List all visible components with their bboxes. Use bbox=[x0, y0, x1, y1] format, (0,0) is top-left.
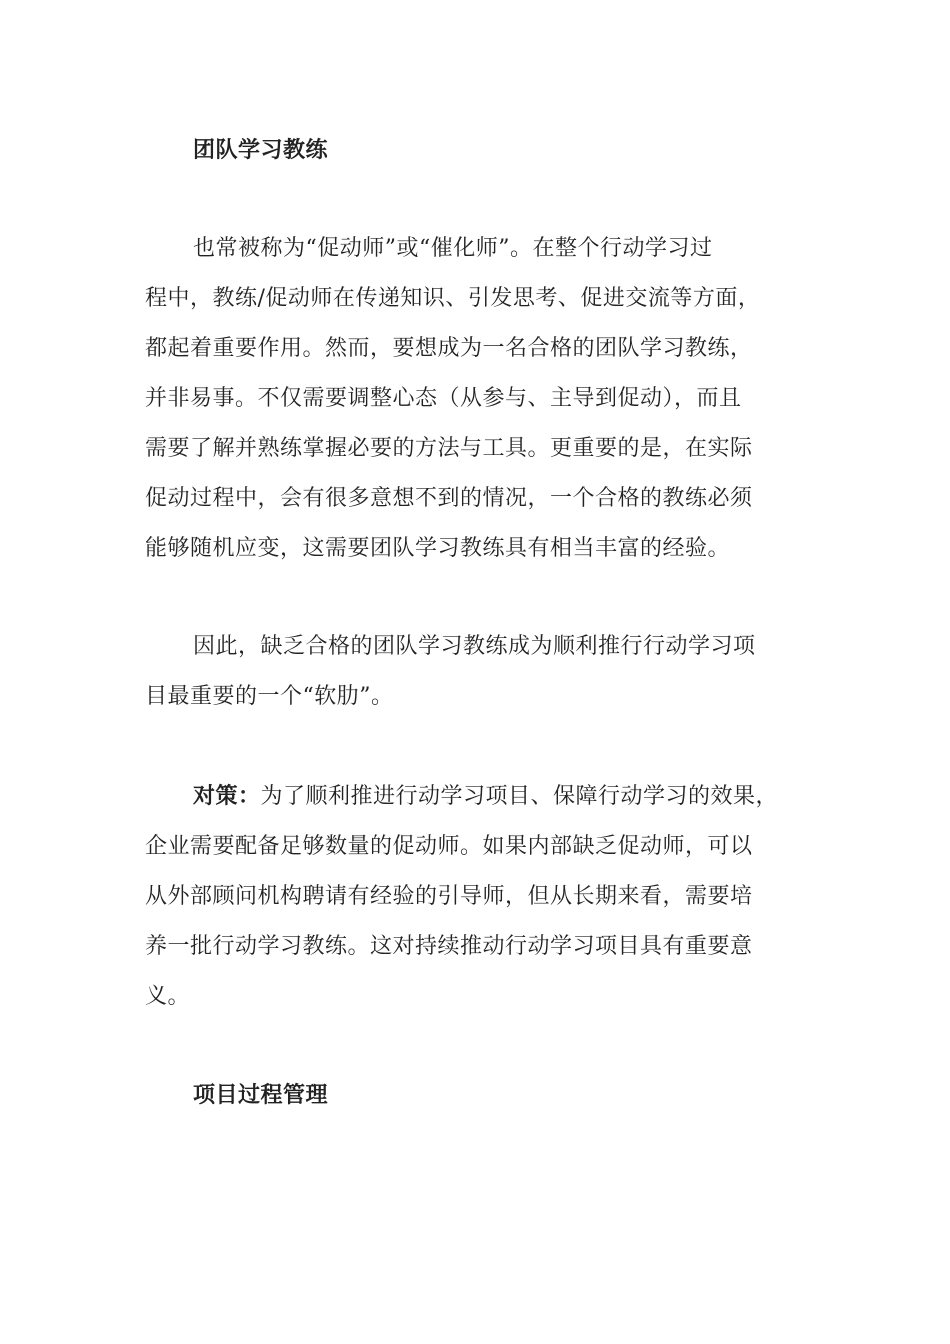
paragraph-line: 能够随机应变，这需要团队学习教练具有相当丰富的经验。 bbox=[145, 536, 731, 561]
paragraph-line: 需要了解并熟练掌握必要的方法与工具。更重要的是，在实际 bbox=[145, 436, 753, 461]
paragraph-line: 促动过程中，会有很多意想不到的情况，一个合格的教练必须 bbox=[145, 486, 753, 511]
paragraph-line: 程中，教练/促动师在传递知识、引发思考、促进交流等方面， bbox=[145, 286, 761, 311]
paragraph-line: 都起着重要作用。然而，要想成为一名合格的团队学习教练， bbox=[145, 336, 753, 361]
paragraph-line: 目最重要的一个“软肋”。 bbox=[145, 684, 394, 709]
section-heading-process-management: 项目过程管理 bbox=[193, 1083, 329, 1108]
paragraph-line: 企业需要配备足够数量的促动师。如果内部缺乏促动师，可以 bbox=[145, 834, 753, 859]
countermeasure-label: 对策： bbox=[193, 784, 261, 809]
paragraph-weakness bbox=[145, 622, 815, 722]
paragraph-line: 从外部顾问机构聘请有经验的引导师，但从长期来看，需要培 bbox=[145, 884, 753, 909]
paragraph-line: 也常被称为“促动师”或“催化师”。在整个行动学习过 bbox=[193, 236, 713, 261]
paragraph-line bbox=[145, 772, 815, 822]
paragraph-line: 义。 bbox=[145, 984, 191, 1009]
paragraph-line: 因此，缺乏合格的团队学习教练成为顺利推行行动学习项 bbox=[193, 634, 756, 659]
countermeasure-first-line: 为了顺利推进行动学习项目、保障行动学习的效果， bbox=[260, 784, 779, 809]
paragraph-line: 养一批行动学习教练。这对持续推动行动学习项目具有重要意 bbox=[145, 934, 753, 959]
paragraph-countermeasure bbox=[145, 772, 815, 1022]
paragraph-line: 并非易事。不仅需要调整心态（从参与、主导到促动），而且 bbox=[145, 386, 742, 411]
section-heading-team-coach: 团队学习教练 bbox=[193, 138, 329, 163]
paragraph-coach-description bbox=[145, 224, 815, 574]
